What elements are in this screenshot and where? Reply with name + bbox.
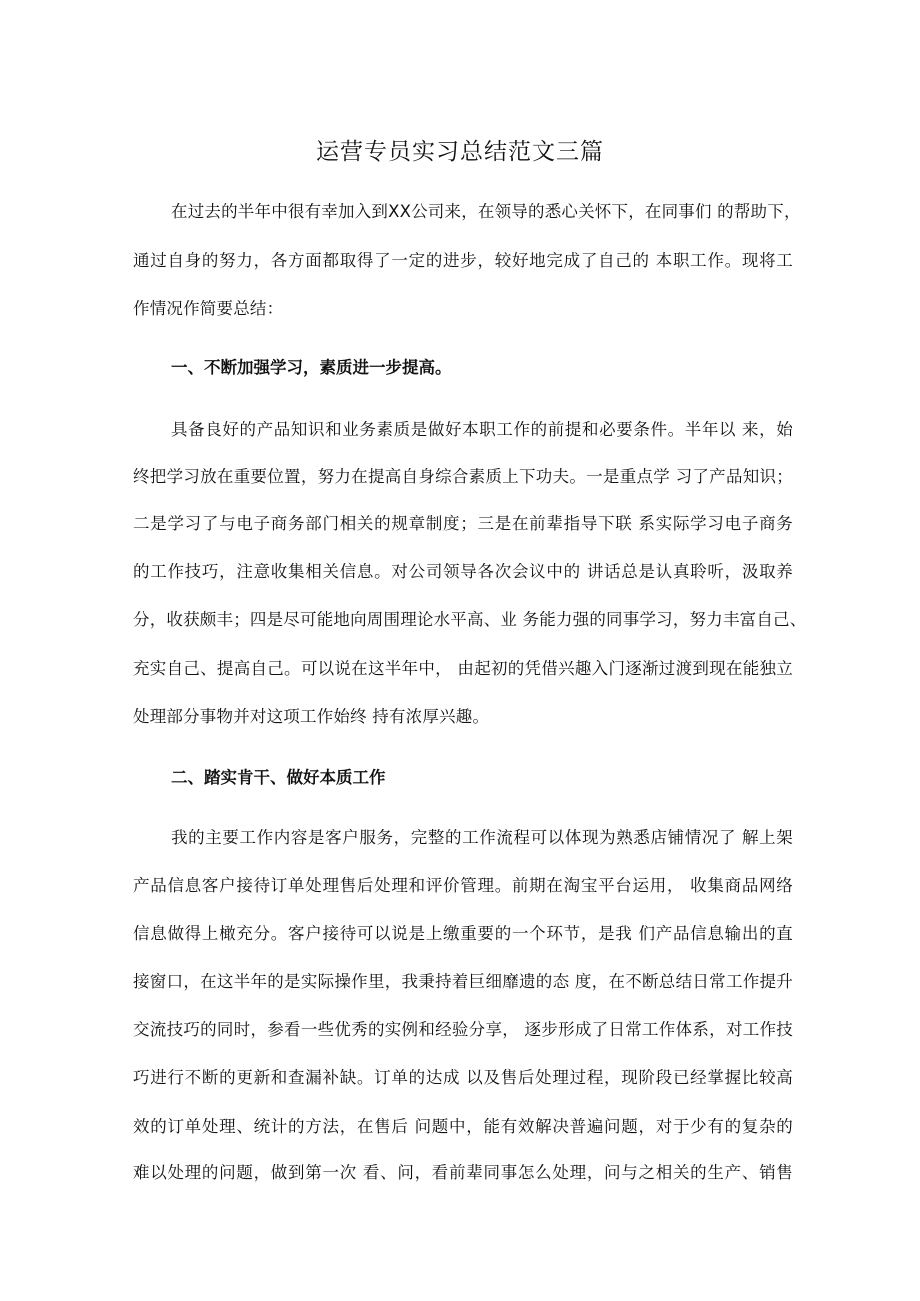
paragraph-line: 处理部分事物并对这项工作始终 持有浓厚兴趣。 bbox=[133, 707, 490, 726]
document-title: 运营专员实习总结范文三篇 bbox=[316, 139, 604, 165]
paragraph-line: 终把学习放在重要位置，努力在提高自身综合素质上下功夫。一是重点学 习了产品知识； bbox=[133, 467, 793, 486]
paragraph-line: 巧进行不断的更新和查漏补缺。订单的达成 以及售后处理过程，现阶段已经掌握比较高 bbox=[133, 1068, 793, 1087]
paragraph-line: 我的主要工作内容是客户服务，完整的工作流程可以体现为熟悉店铺情况了 解上架 bbox=[171, 828, 793, 847]
paragraph-line: 充实自己、提高自己。可以说在这半年中， 由起初的凭借兴趣入门逐渐过渡到现在能独立 bbox=[133, 659, 793, 678]
paragraph-line: 二是学习了与电子商务部门相关的规章制度；三是在前辈指导下联 系实际学习电子商务 bbox=[133, 514, 793, 533]
paragraph-line: 效的订单处理、统计的方法，在售后 问题中，能有效解决普遍问题，对于少有的复杂的 bbox=[133, 1117, 793, 1136]
paragraph-line: 具备良好的产品知识和业务素质是做好本职工作的前提和必要条件。半年以 来，始 bbox=[171, 420, 793, 439]
paragraph-line: 难以处理的问题，做到第一次 看、问，看前辈同事怎么处理，问与之相关的生产、销售 bbox=[133, 1163, 793, 1182]
paragraph-line: 接窗口，在这半年的是实际操作里，我秉持着巨细靡遗的态 度，在不断总结日常工作提升 bbox=[133, 972, 793, 991]
paragraph-line: 信息做得上橄充分。客户接待可以说是上缴重要的一个环节，是我 们产品信息输出的直 bbox=[133, 924, 793, 943]
intro-line: 在过去的半年中很有幸加入到XX公司来，在领导的悉心关怀下，在同事们 的帮助下， bbox=[171, 202, 801, 221]
paragraph-line: 分，收获颇丰；四是尽可能地向周围理论水平高、业 务能力强的同事学习，努力丰富自己、 bbox=[133, 610, 807, 629]
paragraph-line: 产品信息客户接待订单处理售后处理和评价管理。前期在淘宝平台运用， 收集商品网络 bbox=[133, 876, 793, 895]
intro-line: 作情况作简要总结： bbox=[133, 299, 284, 318]
section-heading: 一、不断加强学习，素质进一步提高。 bbox=[171, 358, 452, 377]
intro-line: 通过自身的努力，各方面都取得了一定的进步，较好地完成了自己的 本职工作。现将工 bbox=[133, 251, 793, 270]
section-heading: 二、踏实肯干、做好本质工作 bbox=[171, 768, 386, 787]
paragraph-line: 交流技巧的同时，参看一些优秀的实例和经验分享， 逐步形成了日常工作体系，对工作技 bbox=[133, 1020, 793, 1039]
paragraph-line: 的工作技巧，注意收集相关信息。对公司领导各次会议中的 讲话总是认真聆听，汲取养 bbox=[133, 562, 793, 581]
